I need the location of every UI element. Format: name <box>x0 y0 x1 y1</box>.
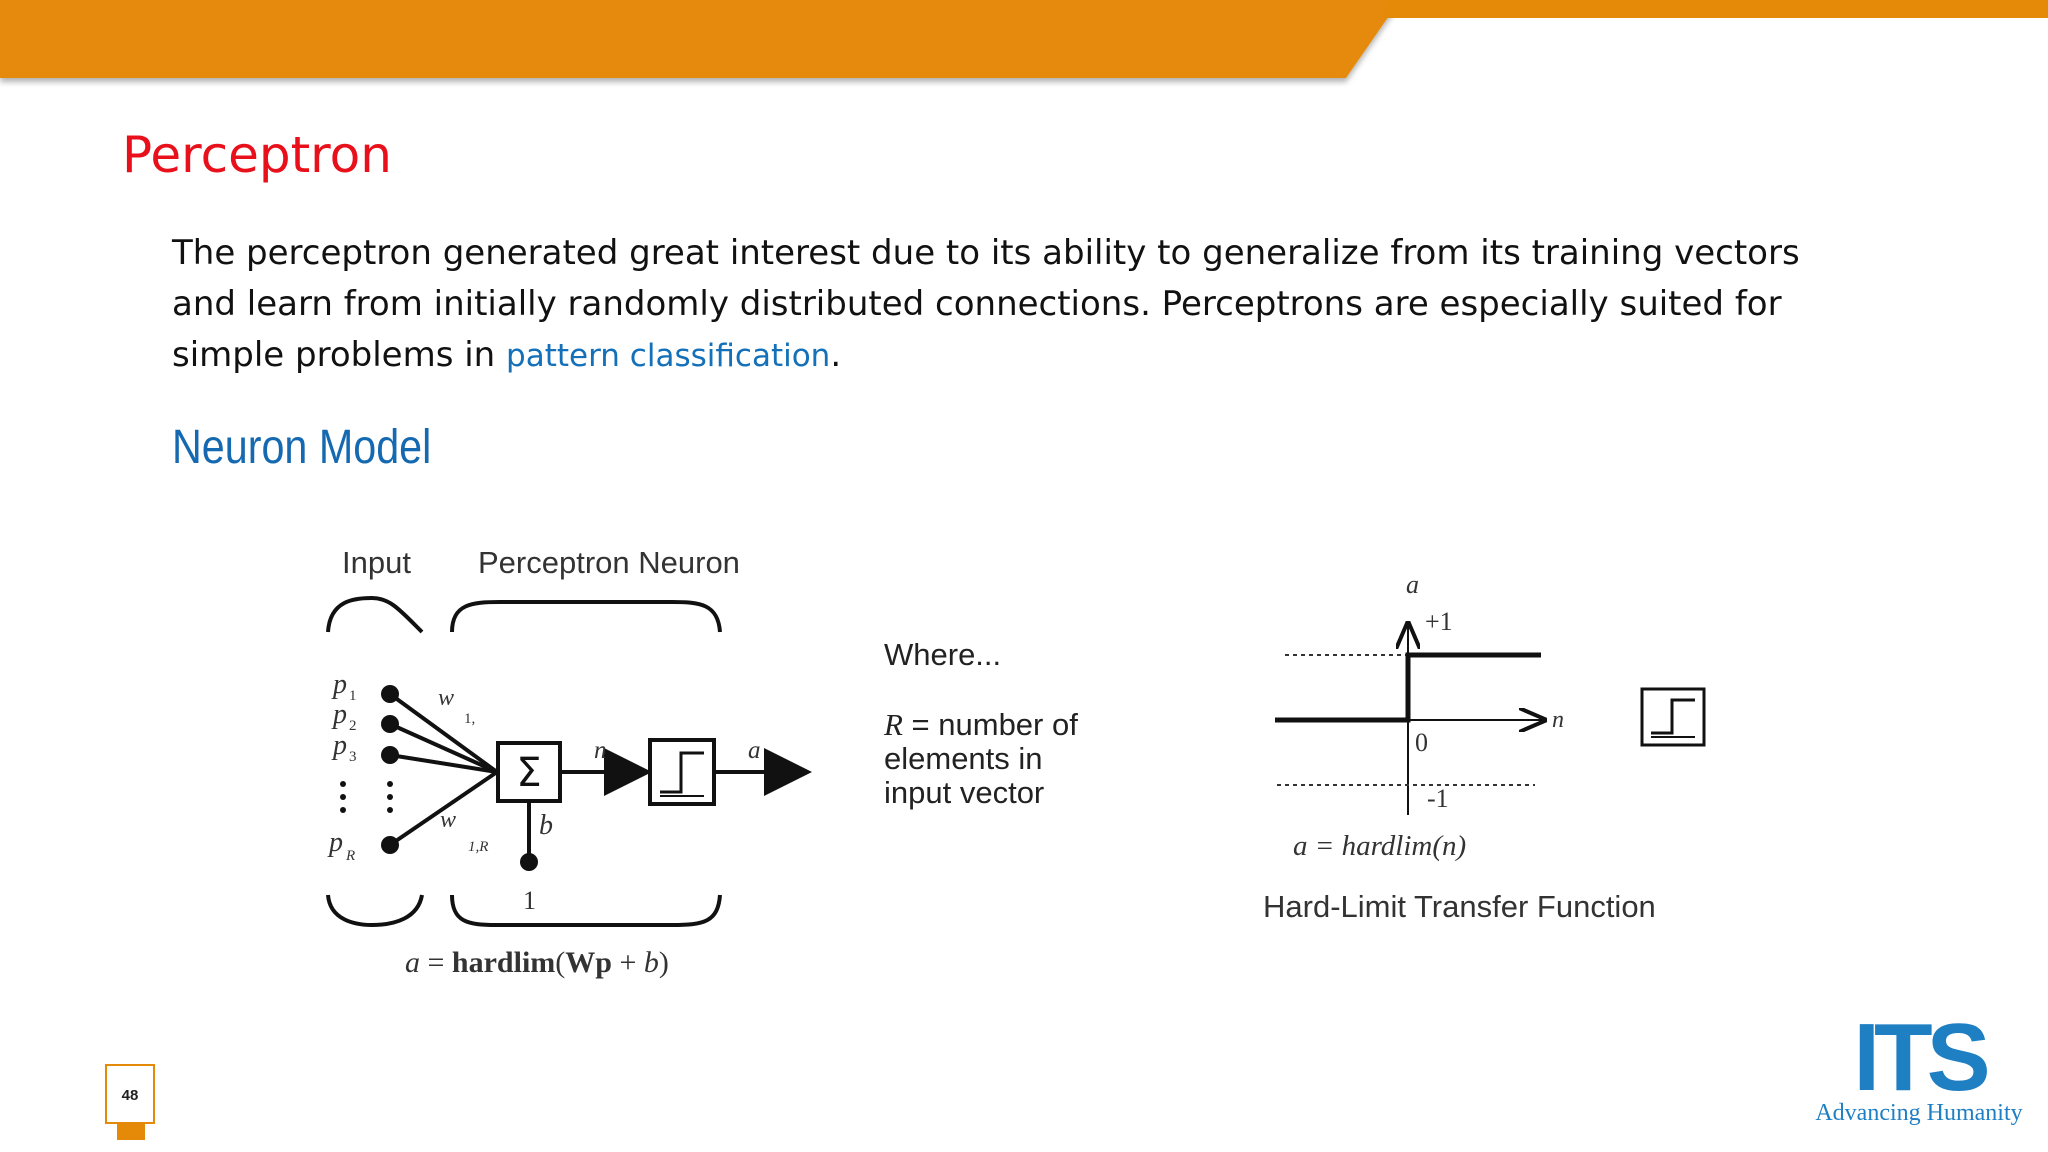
weight-top-label: w <box>438 685 455 711</box>
weight-bottom-label: w <box>440 807 457 833</box>
input-sub-3: 3 <box>349 749 357 765</box>
neuron-formula: a = hardlim(Wp + b) <box>405 946 669 979</box>
zero-label: 0 <box>1415 728 1428 757</box>
weight-top-sub: 1, <box>464 711 476 727</box>
input-label: Input <box>342 545 411 580</box>
paragraph-end: . <box>830 335 842 375</box>
slide-title: Perceptron <box>122 126 392 184</box>
pattern-classification-link[interactable]: pattern classification <box>506 338 831 374</box>
its-logo-mark: ITS <box>1853 1004 1985 1111</box>
where-line-3: input vector <box>884 775 1045 810</box>
where-definition <box>884 638 1078 810</box>
plus-one-label: +1 <box>1425 607 1453 636</box>
step-curve <box>1275 655 1541 720</box>
input-nodes <box>381 685 399 854</box>
input-pR: p <box>329 827 343 858</box>
its-logo <box>1806 1004 2032 1142</box>
input-sub-1: 1 <box>349 688 357 704</box>
neuron-model-diagram <box>300 540 840 990</box>
paragraph-text: The perceptron generated great interest due to its ability to generalize from its training vectors and learn from initially randomly distributed connections. Perceptrons are especially suited for simple problems in <box>172 233 1800 375</box>
bias-input-label: 1 <box>523 886 536 915</box>
input-p2: p <box>333 699 347 730</box>
where-line-2: elements in <box>884 741 1043 776</box>
neuron-brace-top <box>452 602 720 632</box>
banner-left-shape <box>0 0 1400 78</box>
where-label: Where... <box>884 637 1002 672</box>
intro-paragraph <box>172 228 1812 382</box>
where-line-1-text: = number of <box>902 707 1078 742</box>
n-label: n <box>594 737 607 764</box>
input-p1: p <box>333 669 347 700</box>
input-brace-bottom <box>328 895 422 925</box>
sigma-symbol: Σ <box>516 750 542 796</box>
input-sub-2: 2 <box>349 718 357 734</box>
page-number: 48 <box>105 1064 155 1124</box>
banner-right-strip <box>1380 0 2048 18</box>
input-brace-top <box>328 598 422 632</box>
its-logo-tagline: Advancing Humanity <box>1815 1100 2023 1126</box>
transfer-formula: a = hardlim(n) <box>1293 830 1467 862</box>
a-label: a <box>748 737 761 764</box>
input-p3: p <box>333 730 347 761</box>
perceptron-neuron-label: Perceptron Neuron <box>478 545 740 580</box>
weight-bottom-sub: 1,R <box>468 839 489 855</box>
where-line-1 <box>884 708 1078 742</box>
neuron-brace-bottom <box>452 895 720 925</box>
bias-node <box>520 853 538 871</box>
input-sub-R: R <box>346 848 356 864</box>
transfer-caption: Hard-Limit Transfer Function <box>1263 889 1656 924</box>
section-heading: Neuron Model <box>172 421 432 474</box>
y-axis-label: a <box>1406 570 1419 599</box>
top-banner <box>0 0 2048 90</box>
r-symbol: R <box>884 707 903 742</box>
bias-label: b <box>539 810 553 841</box>
minus-one-label: -1 <box>1427 784 1449 813</box>
hard-limit-transfer-plot <box>1255 565 1735 935</box>
x-axis-label: n <box>1552 707 1564 733</box>
